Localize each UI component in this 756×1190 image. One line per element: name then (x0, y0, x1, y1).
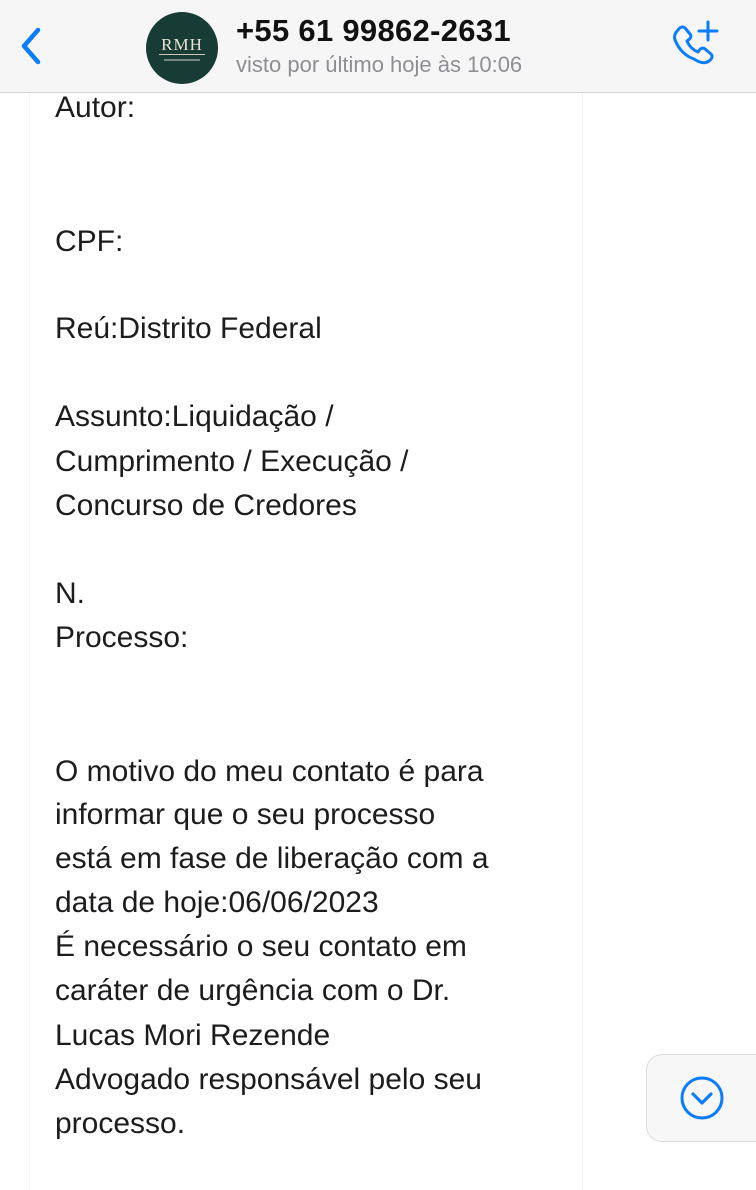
message-line-numero: N. (55, 577, 85, 610)
contact-name[interactable]: +55 61 99862-2631 (236, 13, 511, 48)
message-line-autor: Autor: (55, 91, 136, 124)
message-line-assunto-3: Concurso de Credores (55, 489, 357, 522)
chat-header (0, 0, 756, 93)
message-line-body-3: está em fase de liberação com a (55, 842, 489, 875)
message-line-reu: Reú:Distrito Federal (55, 312, 322, 345)
message-line-assunto-2: Cumprimento / Execução / (55, 445, 409, 478)
message-line-body-9: processo. (55, 1107, 186, 1140)
phone-add-icon[interactable] (668, 18, 720, 70)
message-line-body-2: informar que o seu processo (55, 798, 436, 831)
message-line-body-5: É necessário o seu contato em (55, 930, 467, 963)
message-line-body-6: caráter de urgência com o Dr. (55, 974, 451, 1007)
message-line-cpf: CPF: (55, 225, 124, 258)
message-line-processo: Processo: (55, 621, 189, 654)
chevron-down-circle-icon (677, 1073, 727, 1123)
scroll-to-bottom-button[interactable] (646, 1054, 756, 1142)
message-line-assunto: Assunto:Liquidação / (55, 400, 334, 433)
last-seen-status: visto por último hoje às 10:06 (236, 52, 523, 77)
message-line-body-7: Lucas Mori Rezende (55, 1019, 331, 1052)
chevron-left-icon[interactable] (16, 24, 46, 68)
avatar-logo-text: RMH (161, 34, 203, 54)
avatar-logo-underline (164, 59, 200, 61)
avatar[interactable] (146, 12, 218, 84)
message-line-body-8: Advogado responsável pelo seu (55, 1063, 482, 1096)
message-line-body-1: O motivo do meu contato é para (55, 755, 484, 788)
message-line-body-4: data de hoje:06/06/2023 (55, 886, 379, 919)
